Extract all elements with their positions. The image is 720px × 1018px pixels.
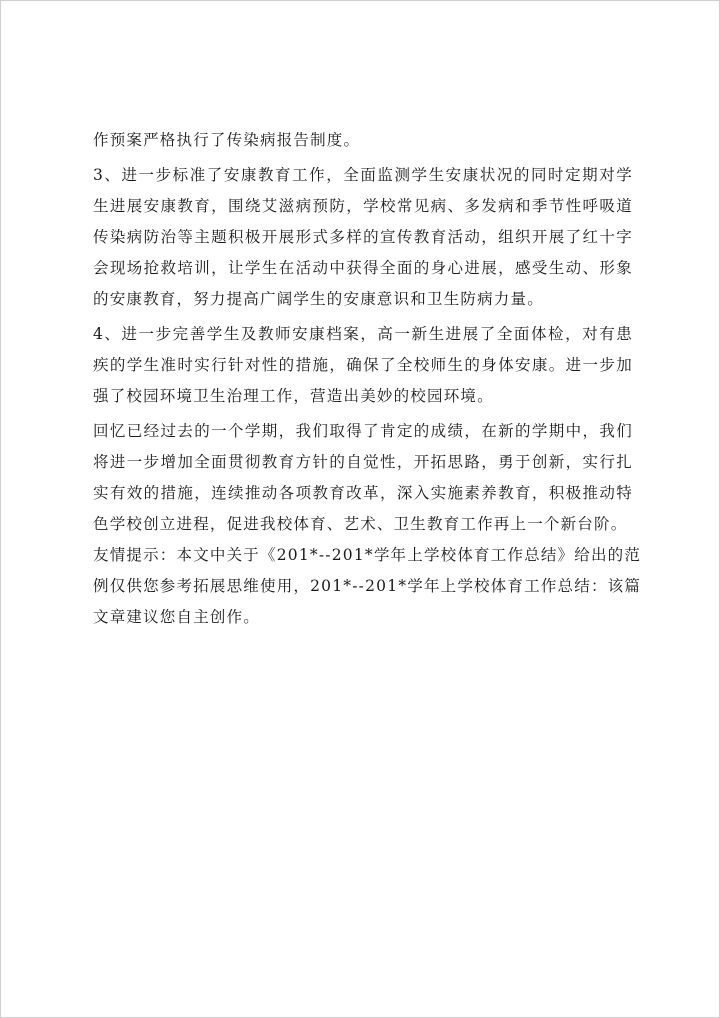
text-line: 会现场抢救培训，让学生在活动中获得全面的身心进展，感受生动、形象 xyxy=(93,259,633,277)
text-line: 疾的学生准时实行针对性的措施，确保了全校师生的身体安康。进一步加 xyxy=(93,356,633,374)
text-line: 强了校园环境卫生治理工作，营造出美妙的校园环境。 xyxy=(93,387,494,405)
text-line: 生进展安康教育，围绕艾滋病预防，学校常见病、多发病和季节性呼吸道 xyxy=(93,197,633,215)
text-line: 作预案严格执行了传染病报告制度。 xyxy=(93,131,361,149)
text-line: 实有效的措施，连续推动各项教育改革，深入实施素养教育，积极推动特 xyxy=(93,484,633,502)
text-line: 文章建议您自主创作。 xyxy=(93,608,261,626)
text-line: 3、进一步标准了安康教育工作，全面监测学生安康状况的同时定期对学 xyxy=(93,166,633,184)
paragraph-4 xyxy=(93,416,633,540)
text-line: 将进一步增加全面贯彻教育方针的自觉性，开拓思路，勇于创新，实行扎 xyxy=(93,453,633,471)
text-line: 色学校创立进程，促进我校体育、艺术、卫生教育工作再上一个新台阶。 xyxy=(93,515,628,533)
paragraph-1 xyxy=(93,125,633,156)
text-line: 友情提示：本文中关于《201*--201*学年上学校体育工作总结》给出的范 xyxy=(93,546,642,564)
text-line: 例仅供您参考拓展思维使用，201*--201*学年上学校体育工作总结：该篇 xyxy=(93,577,642,595)
text-line: 回忆已经过去的一个学期，我们取得了肯定的成绩，在新的学期中，我们 xyxy=(93,422,633,440)
paragraph-2 xyxy=(93,160,633,315)
paragraph-5 xyxy=(93,540,642,633)
text-line: 4、进一步完善学生及教师安康档案，高一新生进展了全面体检，对有患 xyxy=(93,325,633,343)
paragraph-3 xyxy=(93,319,633,412)
text-line: 的安康教育，努力提高广阔学生的安康意识和卫生防病力量。 xyxy=(93,290,544,308)
document-body xyxy=(93,125,642,633)
text-line: 传染病防治等主题积极开展形式多样的宣传教育活动，组织开展了红十字 xyxy=(93,228,633,246)
